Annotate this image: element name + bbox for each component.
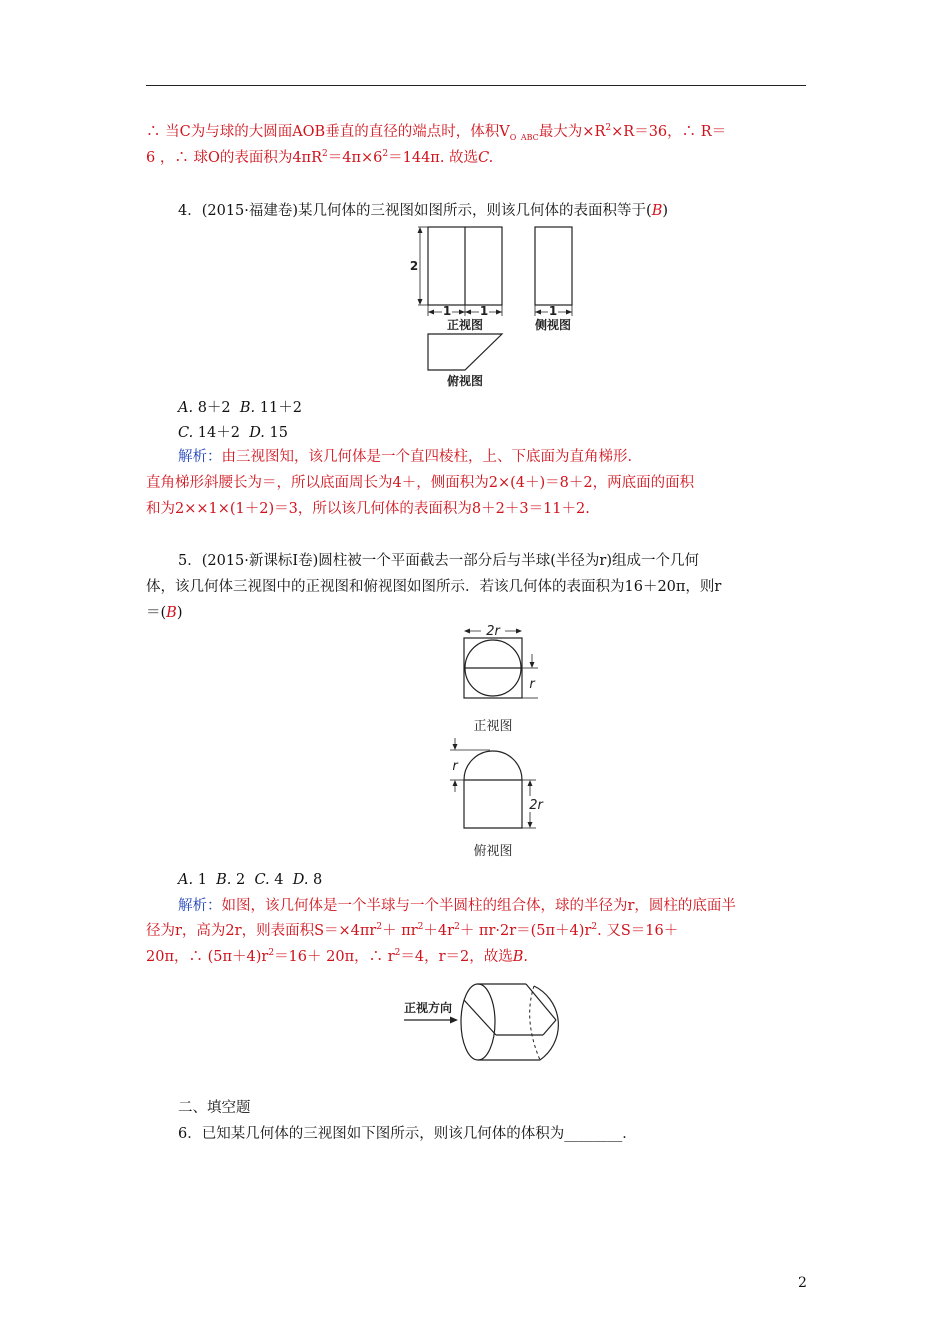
q5-analysis-l3: 20π，∴ $(5\pi+4)r^2=16+ 20\pi$，∴ $r^2=4$，r＝2，故选B. [146,948,529,965]
q5-stem-l3: ＝(B) [146,605,183,621]
q4-dim-side: 1 [548,304,558,318]
q5-stem-l2: 体，该几何体三视图中的正视图和俯视图如图所示．若该几何体的表面积为16＋20π，则r [146,579,722,595]
q4-analysis-l3: 和为2××1×(1＋2)＝3，所以该几何体的表面积为8＋2＋3＝11＋2. [146,501,590,517]
q5-top-label: 俯视图 [473,844,513,859]
q6-stem: 6．已知某几何体的三视图如下图所示，则该几何体的体积为________． [178,1126,637,1142]
q4-options-cd: C. 14＋2 D. 15 [178,425,288,441]
page-number: 2 [798,1275,807,1291]
q4-dim-w2: 1 [479,304,489,318]
prev-answer-line2: 6 ，∴ 球O的表面积为$4\pi R^2=4\pi\times 6^2=144\pi$. 故选C. [146,149,494,166]
q4-side-label: 侧视图 [534,318,572,332]
q4-front-label: 正视图 [446,318,484,332]
q5-analysis-l1: 解析：如图，该几何体是一个半球与一个半圆柱的组合体，球的半径为r，圆柱的底面半 [178,898,736,914]
q4-analysis-l2: 直角梯形斜腰长为＝，所以底面周长为4＋，侧面积为2×(4＋)＝8＋2，两底面的面积 [146,475,695,491]
q5-dim-r2: r [452,759,458,774]
q4-options-ab: A. 8＋2 B. 11＋2 [178,400,302,416]
q5-analysis-l2: 径为r，高为2r，则表面积$S=\times 4\pi r^2+ \pi r^2+4r^2+ \pi r\cdot 2r=(5\pi+4)r^2$. 又S＝16＋ [146,922,679,939]
q4-top-label: 俯视图 [446,374,484,388]
q5-solid-figure [398,980,583,1065]
q5-stem-l1: 5．(2015·新课标Ⅰ卷)圆柱被一个平面截去一部分后与半球(半径为r)组成一个几何 [178,553,700,569]
q5-dim-r: r [529,677,535,692]
q5-options: A. 1 B. 2 C. 4 D. 8 [178,872,323,888]
q4-dim-height: 2 [409,259,419,273]
q5-dim-2r: 2r [486,624,500,639]
q5-front-label: 正视图 [473,719,513,734]
q4-three-view-figure [400,222,590,392]
q5-view-direction-label: 正视方向 [404,1001,453,1015]
prev-answer-line1: ∴ 当C为与球的大圆面AOB垂直的直径的端点时，体积$V_O$ $_{ABC}$最大为$\times R^2\times R=36$，∴ R＝ [146,123,727,142]
q5-three-view-figure [440,624,560,863]
q4-analysis-l1: 解析：由三视图知，该几何体是一个直四棱柱，上、下底面为直角梯形． [178,449,642,465]
section2-title: 二、填空题 [178,1100,251,1116]
q5-dim-2r2: 2r [529,798,543,813]
q4-dim-w1: 1 [442,304,452,318]
header-rule [146,85,806,86]
q4-stem: 4．(2015·福建卷)某几何体的三视图如图所示，则该几何体的表面积等于(B) [178,203,669,219]
